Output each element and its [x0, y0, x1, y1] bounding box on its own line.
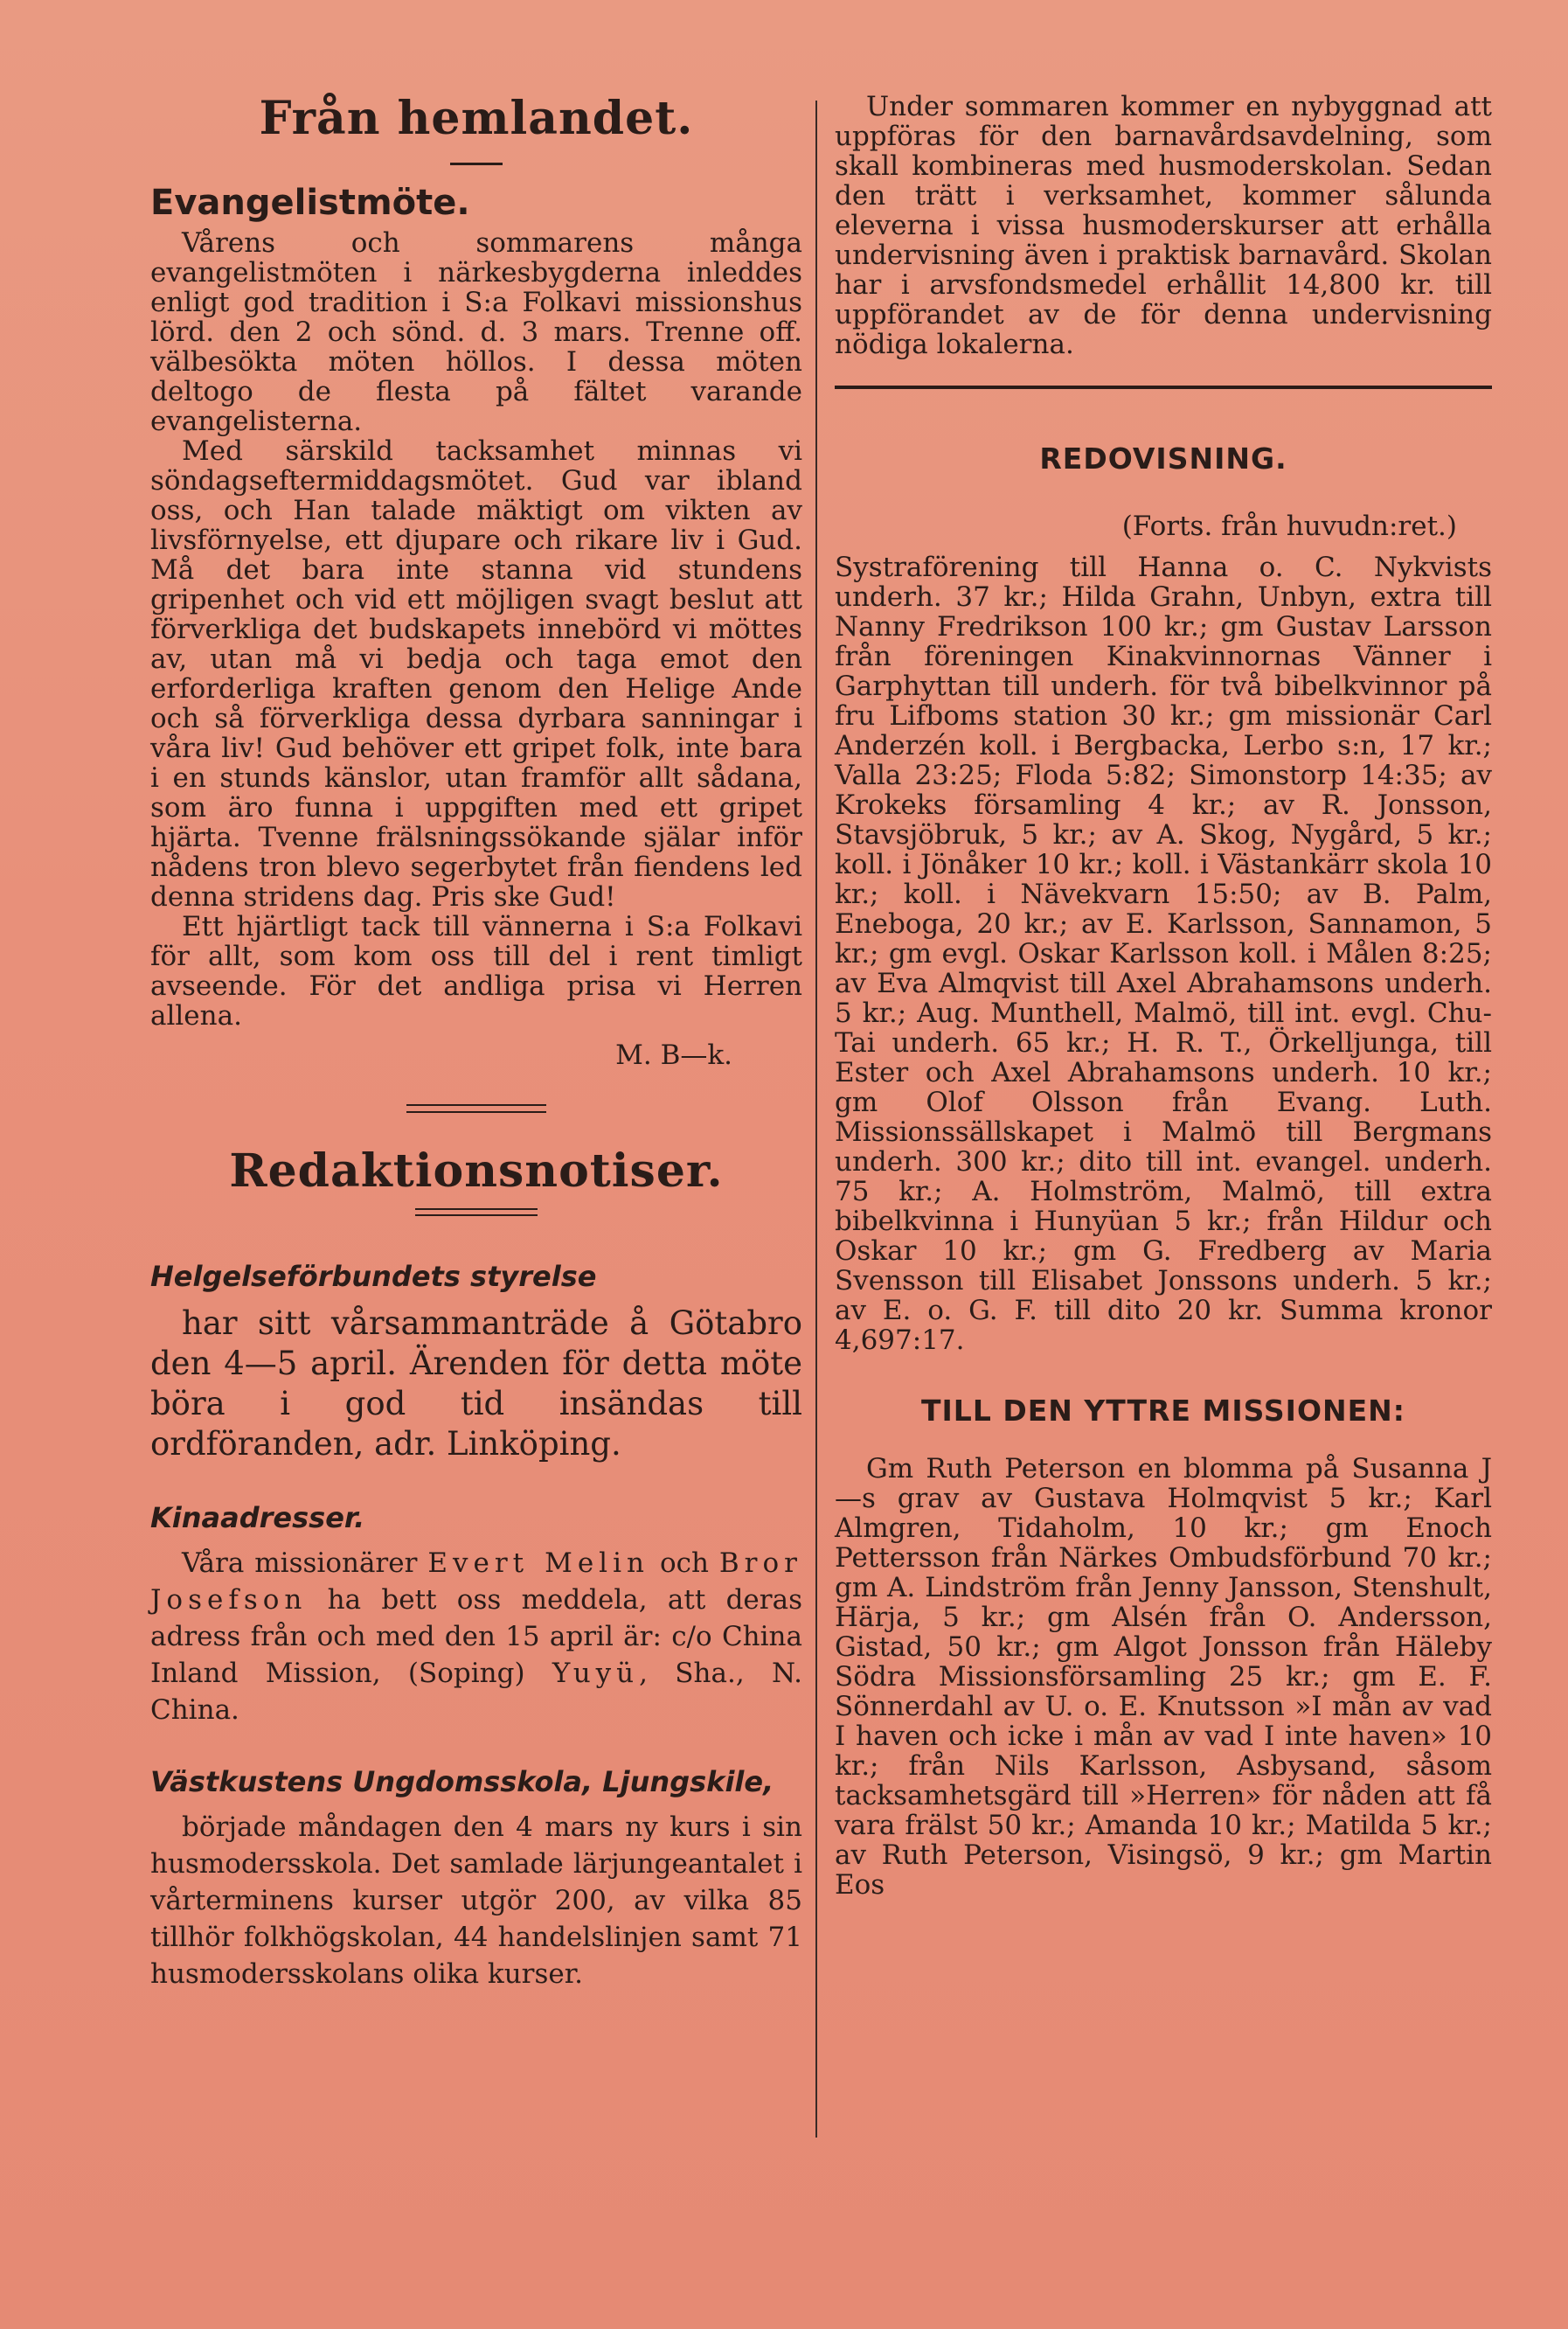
article-signature: M. B—k. — [615, 1039, 732, 1071]
left-column — [150, 92, 802, 1992]
place-name: Yuyü — [552, 1658, 640, 1689]
notice-text-part: ha bett oss meddela, att deras adress från och med den 15 april är: c/o China Inland Mission, (Soping) — [150, 1584, 802, 1689]
article-paragraph: Med särskild tacksamhet minnas vi söndagseftermiddagsmötet. Gud var ibland oss, och Han talade mäktigt om vikten av livsförnyelse, ett djupare och rikare liv i Gud. Må det bara inte stanna vid stundens gripenhet och vid ett möjligen svagt beslut att förverkliga det budskapets innebörd vi möttes av, utan må vi bedja och taga emot den erforderliga kraften genom den Helige Ande och så förverkliga dessa dyrbara sanningar i våra liv! Gud behöver ett gripet folk, inte bara i en stunds känslor, utan framför allt sådana, som äro funna i uppgiften med ett gripet hjärta. Tvenne frälsningssökande själar inför nådens tron blevo segerbytet från fiendens led denna stridens dag. Pris ske Gud! — [150, 435, 802, 913]
donation-list: Gm Ruth Peterson en blomma på Susanna J—s grav av Gustava Holmqvist 5 kr.; Karl Almgren, Tidaholm, 10 kr.; gm Enoch Pettersson från Närkes Ombudsförbund 70 kr.; gm A. Lindström från Jenny Jansson, Stenshult, Härja, 5 kr.; gm Alsén från O. Andersson, Gistad, 50 kr.; gm Algot Jonsson från Häleby Södra Missionsförsamling 25 kr.; gm E. F. Sönnerdahl av U. o. E. Knutsson »I mån av vad I haven och icke i mån av vad I inte haven» 10 kr.; från Nils Karlsson, Asbysand, såsom tacksamhetsgärd till »Herren» för nåden att få vara frälst 50 kr.; Amanda 10 kr.; Matilda 5 kr.; av Ruth Peterson, Visingsö, 9 kr.; gm Martin Eos — [835, 1453, 1492, 1901]
article-paragraph: Under sommaren kommer en nybyggnad att uppföras för den barnavårdsavdelning, som skall kombineras med husmoderskolan. Sedan den trätt i verksamhet, kommer sålunda eleverna i vissa husmoderskurser att erhålla undervisning även i praktisk barnavård. Skolan har i arvsfondsmedel erhållit 14,800 kr. till uppförandet av de för denna undervisning nödiga lokalerna. — [835, 91, 1492, 360]
column-divider — [815, 101, 817, 2138]
section-title-fran-hemlandet: Från hemlandet. — [259, 92, 694, 145]
section-title-yttre-missionen: TILL DEN YTTRE MISSIONEN: — [921, 1394, 1405, 1428]
title-rule — [450, 163, 503, 165]
notice-text: började måndagen den 4 mars ny kurs i sin husmodersskola. Det samlade lärjungeantalet i vårterminens kurser utgör 200, av vilka 85 tillhör folkhögskolan, 44 handelslinjen samt 71 husmodersskolans olika kurser. — [150, 1811, 802, 1990]
missionary-name: Bror Josefson — [150, 1547, 802, 1616]
section-divider — [835, 386, 1492, 389]
notice-text-part: , Sha., N. China. — [150, 1658, 803, 1726]
article-paragraph: Ett hjärtligt tack till vännerna i S:a Folkavi för allt, som kom oss till del i rent timligt avseende. För det andliga prisa vi Herren allena. — [150, 911, 802, 1032]
notice-heading: Helgelseförbundets styrelse — [150, 1260, 597, 1293]
title-rule — [415, 1208, 538, 1216]
section-title-redovisning: REDOVISNING. — [1039, 441, 1287, 476]
notice-text-part: och — [659, 1547, 709, 1579]
notice-text — [150, 1545, 802, 1728]
notice-text: har sitt vårsammanträde å Götabro den 4—5 april. Ärenden för detta möte böra i god tid insändas till ordföranden, adr. Linköping. — [150, 1304, 802, 1463]
subheading-evangelistmote: Evangelistmöte. — [150, 183, 470, 223]
notice-text-part: Våra missionärer — [182, 1547, 418, 1579]
right-column — [835, 92, 1492, 1900]
continued-note: (Forts. från huvudn:ret.) — [1121, 511, 1457, 542]
section-title-redaktionsnotiser: Redaktionsnotiser. — [229, 1144, 724, 1198]
section-divider — [406, 1104, 546, 1113]
article-paragraph: Vårens och sommarens många evangelistmöten i närkesbygderna inleddes enligt god tradition i S:a Folkavi missionshus lörd. den 2 och sönd. d. 3 mars. Trenne off. välbesökta möten höllos. I dessa möten deltogo de flesta på fältet varande evangelisterna. — [150, 227, 802, 437]
missionary-name: Evert Melin — [427, 1547, 649, 1579]
donation-list: Systraförening till Hanna o. C. Nykvists underh. 37 kr.; Hilda Grahn, Unbyn, extra till Nanny Fredrikson 100 kr.; gm Gustav Larsson från föreningen Kinakvinnornas Vänner i Garphyttan till underh. för två bibelkvinnor på fru Lifboms station 30 kr.; gm missionär Carl Anderzén koll. i Bergbacka, Lerbo s:n, 17 kr.; Valla 23:25; Floda 5:82; Simonstorp 14:35; av Krokeks församling 4 kr.; av R. Jonsson, Stavsjöbruk, 5 kr.; av A. Skog, Nygård, 5 kr.; koll. i Jönåker 10 kr.; koll. i Västankärr skola 10 kr.; koll. i Nävekvarn 15:50; av B. Palm, Eneboga, 20 kr.; av E. Karlsson, Sannamon, 5 kr.; gm evgl. Oskar Karlsson koll. i Målen 8:25; av Eva Almqvist till Axel Abrahamsons underh. 5 kr.; Aug. Munthell, Malmö, till int. evgl. Chu-Tai underh. 65 kr.; H. R. T., Örkelljunga, till Ester och Axel Abrahamsons underh. 10 kr.; gm Olof Olsson från Evang. Luth. Missionssällskapet i Malmö till Bergmans underh. 300 kr.; dito till int. evangel. underh. 75 kr.; A. Holmström, Malmö, till extra bibelkvinna i Hunyüan 5 kr.; från Hildur och Oskar 10 kr.; gm G. Fredberg av Maria Svensson till Elisabet Jonssons underh. 5 kr.; av E. o. G. F. till dito 20 kr. Summa kronor 4,697:17. — [835, 552, 1492, 1356]
notice-heading: Kinaadresser. — [150, 1501, 365, 1534]
notice-heading: Västkustens Ungdomsskola, Ljungskile, — [150, 1765, 774, 1798]
